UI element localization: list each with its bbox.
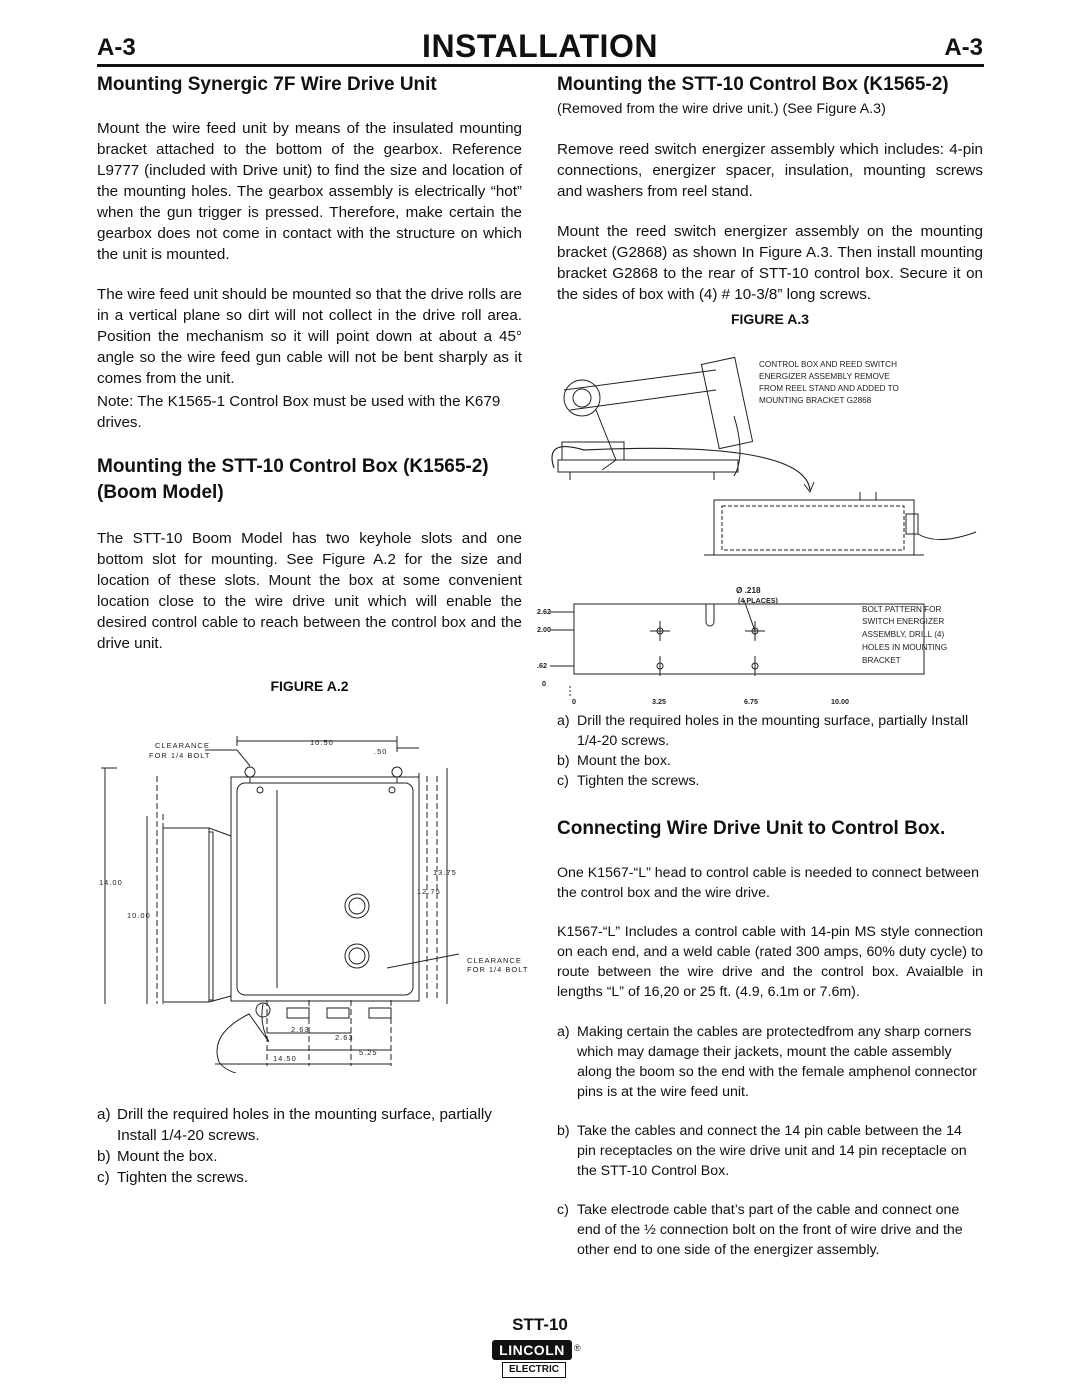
list-item bbox=[97, 1167, 522, 1188]
figure-label: FIGURE A.2 bbox=[270, 678, 349, 694]
section-heading: Mounting the STT-10 Control Box (K1565-2) bbox=[557, 74, 949, 95]
dim-2-63: 2.63 bbox=[291, 1025, 310, 1034]
item-key: c) bbox=[557, 773, 569, 789]
list-item bbox=[557, 1022, 983, 1102]
x-label: 6.75 bbox=[744, 697, 758, 706]
right-steps bbox=[557, 711, 983, 791]
list-item bbox=[97, 1146, 522, 1167]
item-text: Drill the required holes in the mounting surface, partially Install 1/4-20 screws. bbox=[577, 713, 969, 749]
header-rule bbox=[97, 64, 984, 67]
bolt-note-line: HOLES IN MOUNTING bbox=[862, 643, 948, 652]
left-column bbox=[97, 72, 522, 694]
paragraph: Mount the reed switch energizer assembly on the mounting bracket (G2868) as shown In Figure A.3. Then install mounting bracket G2868 to the rear of STT-10 control box. Secure it on the sides of box with (4) # 10-3/8” long screws. bbox=[557, 223, 983, 303]
callout-line: ENERGIZER ASSEMBLY REMOVE bbox=[759, 372, 890, 381]
item-text: Tighten the screws. bbox=[117, 1169, 249, 1186]
item-text: Making certain the cables are protectedfrom any sharp corners which may damage their jackets, mount the cable assembly along the boom so the end with the female amphenol connector pins is at the wire feed unit. bbox=[577, 1024, 977, 1100]
item-text: Take electrode cable that’s part of the cable and connect one end of the ½ connection bolt on the front of wire drive and the other end to one side of the energizer assembly. bbox=[577, 1202, 963, 1258]
figure-a3-diagram bbox=[534, 350, 984, 712]
bolt-note-line: BRACKET bbox=[862, 656, 901, 665]
dim-14-50: 14.50 bbox=[273, 1054, 297, 1063]
logo-registered: ® bbox=[574, 1343, 581, 1353]
section-heading: Mounting Synergic 7F Wire Drive Unit bbox=[97, 74, 437, 95]
dim-12-75: 12.75 bbox=[417, 887, 441, 896]
list-item bbox=[557, 751, 983, 771]
item-text: Tighten the screws. bbox=[577, 773, 700, 789]
page-number-right: A-3 bbox=[944, 34, 983, 61]
label-clearance-right-bolt: FOR 1/4 BOLT bbox=[467, 965, 529, 974]
item-key: c) bbox=[557, 1202, 569, 1218]
y-label: 0 bbox=[542, 679, 546, 688]
item-key: b) bbox=[557, 1123, 570, 1139]
section-heading bbox=[97, 454, 522, 506]
item-key: a) bbox=[557, 1024, 570, 1040]
label-clearance: CLEARANCE bbox=[155, 741, 210, 750]
paragraph: Remove reed switch energizer assembly which includes: 4-pin connections, energizer spacer, insulation, mounting screws and washers from reel stand. bbox=[557, 141, 983, 200]
hole-diameter: Ø .218 bbox=[736, 586, 761, 595]
list-item bbox=[97, 1104, 522, 1146]
paragraph: Mount the wire feed unit by means of the insulated mounting bracket attached to the bottom of the gearbox. Reference L9777 (included with Drive unit) to find the size and location of the mounting holes. The gearbox assembly is electrically “hot” when the gun trigger is pressed. Therefore, make certain the gearbox does not come in contact with the structure on which the unit is mounted. bbox=[97, 120, 522, 263]
figure-a2-diagram bbox=[97, 728, 532, 1073]
logo-lincoln: LINCOLN bbox=[492, 1340, 572, 1360]
dim-50: .50 bbox=[374, 747, 388, 756]
section-heading: Connecting Wire Drive Unit to Control Box. bbox=[557, 818, 946, 839]
callout-line: FROM REEL STAND AND ADDED TO bbox=[759, 384, 899, 393]
item-key: b) bbox=[557, 753, 570, 769]
subtitle: (Removed from the wire drive unit.) (See Figure A.3) bbox=[557, 101, 886, 117]
paragraph: The wire feed unit should be mounted so that the drive rolls are in a vertical plane so dirt will not collect in the drive roll area. Position the mechanism so it will point down at about a 45° angle so the wire feed gun cable will not be bent sharply as it comes from the unit. bbox=[97, 286, 522, 387]
footer-model: STT-10 bbox=[512, 1315, 568, 1334]
callout-line: MOUNTING BRACKET G2868 bbox=[759, 396, 872, 405]
right-section-2 bbox=[557, 816, 983, 1260]
bolt-note-line: SWITCH ENERGIZER bbox=[862, 617, 945, 626]
callout-line: CONTROL BOX AND REED SWITCH bbox=[759, 360, 897, 369]
paragraph: The STT-10 Boom Model has two keyhole slots and one bottom slot for mounting. See Figure A.2 for the size and location of these slots. Mount the box at some convenient location close to the wire drive unit which will enable the desired control cable to reach between the control box and the drive unit. bbox=[97, 530, 522, 652]
dim-14-00: 14.00 bbox=[99, 878, 123, 887]
label-clearance-right: CLEARANCE bbox=[467, 956, 522, 965]
heading-line: (Boom Model) bbox=[97, 482, 224, 503]
x-label: 0 bbox=[572, 697, 576, 706]
heading-line: Mounting the STT-10 Control Box (K1565-2) bbox=[97, 456, 489, 477]
item-text: Take the cables and connect the 14 pin cable between the 14 pin receptacles on the wire drive unit and 14 pin receptacle on the STT-10 Control Box. bbox=[577, 1123, 967, 1179]
hole-places: (4 PLACES) bbox=[738, 596, 778, 605]
dim-10-50: 10.50 bbox=[310, 738, 334, 747]
list-item bbox=[557, 711, 983, 751]
y-label: 2.62 bbox=[537, 607, 551, 616]
item-key: c) bbox=[97, 1169, 110, 1186]
bolt-note-line: BOLT PATTERN FOR bbox=[862, 605, 942, 614]
bolt-note-line: ASSEMBLY, DRILL (4) bbox=[862, 630, 945, 639]
dim-5-25: 5.25 bbox=[359, 1048, 378, 1057]
paragraph: K1567-“L” Includes a control cable with 14-pin MS style connection on each end, and a weld cable (rated 300 amps, 60% duty cycle) to route between the wire drive and the control box. Avaialble in lengths “L” of 16,20 or 25 ft. (4.9, 6.1m or 7.6m). bbox=[557, 924, 983, 1000]
page-number-left: A-3 bbox=[97, 34, 136, 61]
item-key: a) bbox=[97, 1106, 111, 1123]
list-item bbox=[557, 771, 983, 791]
list-item bbox=[557, 1200, 983, 1260]
item-key: a) bbox=[557, 713, 570, 729]
dim-2-63: 2.63 bbox=[335, 1033, 354, 1042]
figure-label: FIGURE A.3 bbox=[730, 311, 810, 327]
item-key: b) bbox=[97, 1148, 111, 1165]
dim-10-00: 10.00 bbox=[127, 911, 151, 920]
label-clearance-bolt: FOR 1/4 BOLT bbox=[149, 751, 211, 760]
note: Note: The K1565-1 Control Box must be used with the K679 drives. bbox=[97, 393, 501, 431]
lincoln-electric-logo bbox=[488, 1340, 588, 1386]
box-inner bbox=[237, 783, 413, 995]
dim-13-75: 13.75 bbox=[433, 868, 457, 877]
page-title: INSTALLATION bbox=[422, 28, 658, 64]
item-text: Mount the box. bbox=[577, 753, 671, 769]
left-steps bbox=[97, 1104, 522, 1188]
y-label: 2.00 bbox=[537, 625, 551, 634]
x-label: 3.25 bbox=[652, 697, 666, 706]
y-label: .62 bbox=[537, 661, 547, 670]
x-label: 10.00 bbox=[831, 697, 849, 706]
right-column bbox=[557, 72, 983, 327]
item-text: Mount the box. bbox=[117, 1148, 218, 1165]
list-item bbox=[557, 1121, 983, 1181]
item-text: Drill the required holes in the mounting surface, partially Install 1/4-20 screws. bbox=[117, 1106, 492, 1144]
paragraph: One K1567-“L” head to control cable is needed to connect between the control box and the wire drive. bbox=[557, 865, 979, 901]
logo-electric: ELECTRIC bbox=[502, 1362, 566, 1378]
